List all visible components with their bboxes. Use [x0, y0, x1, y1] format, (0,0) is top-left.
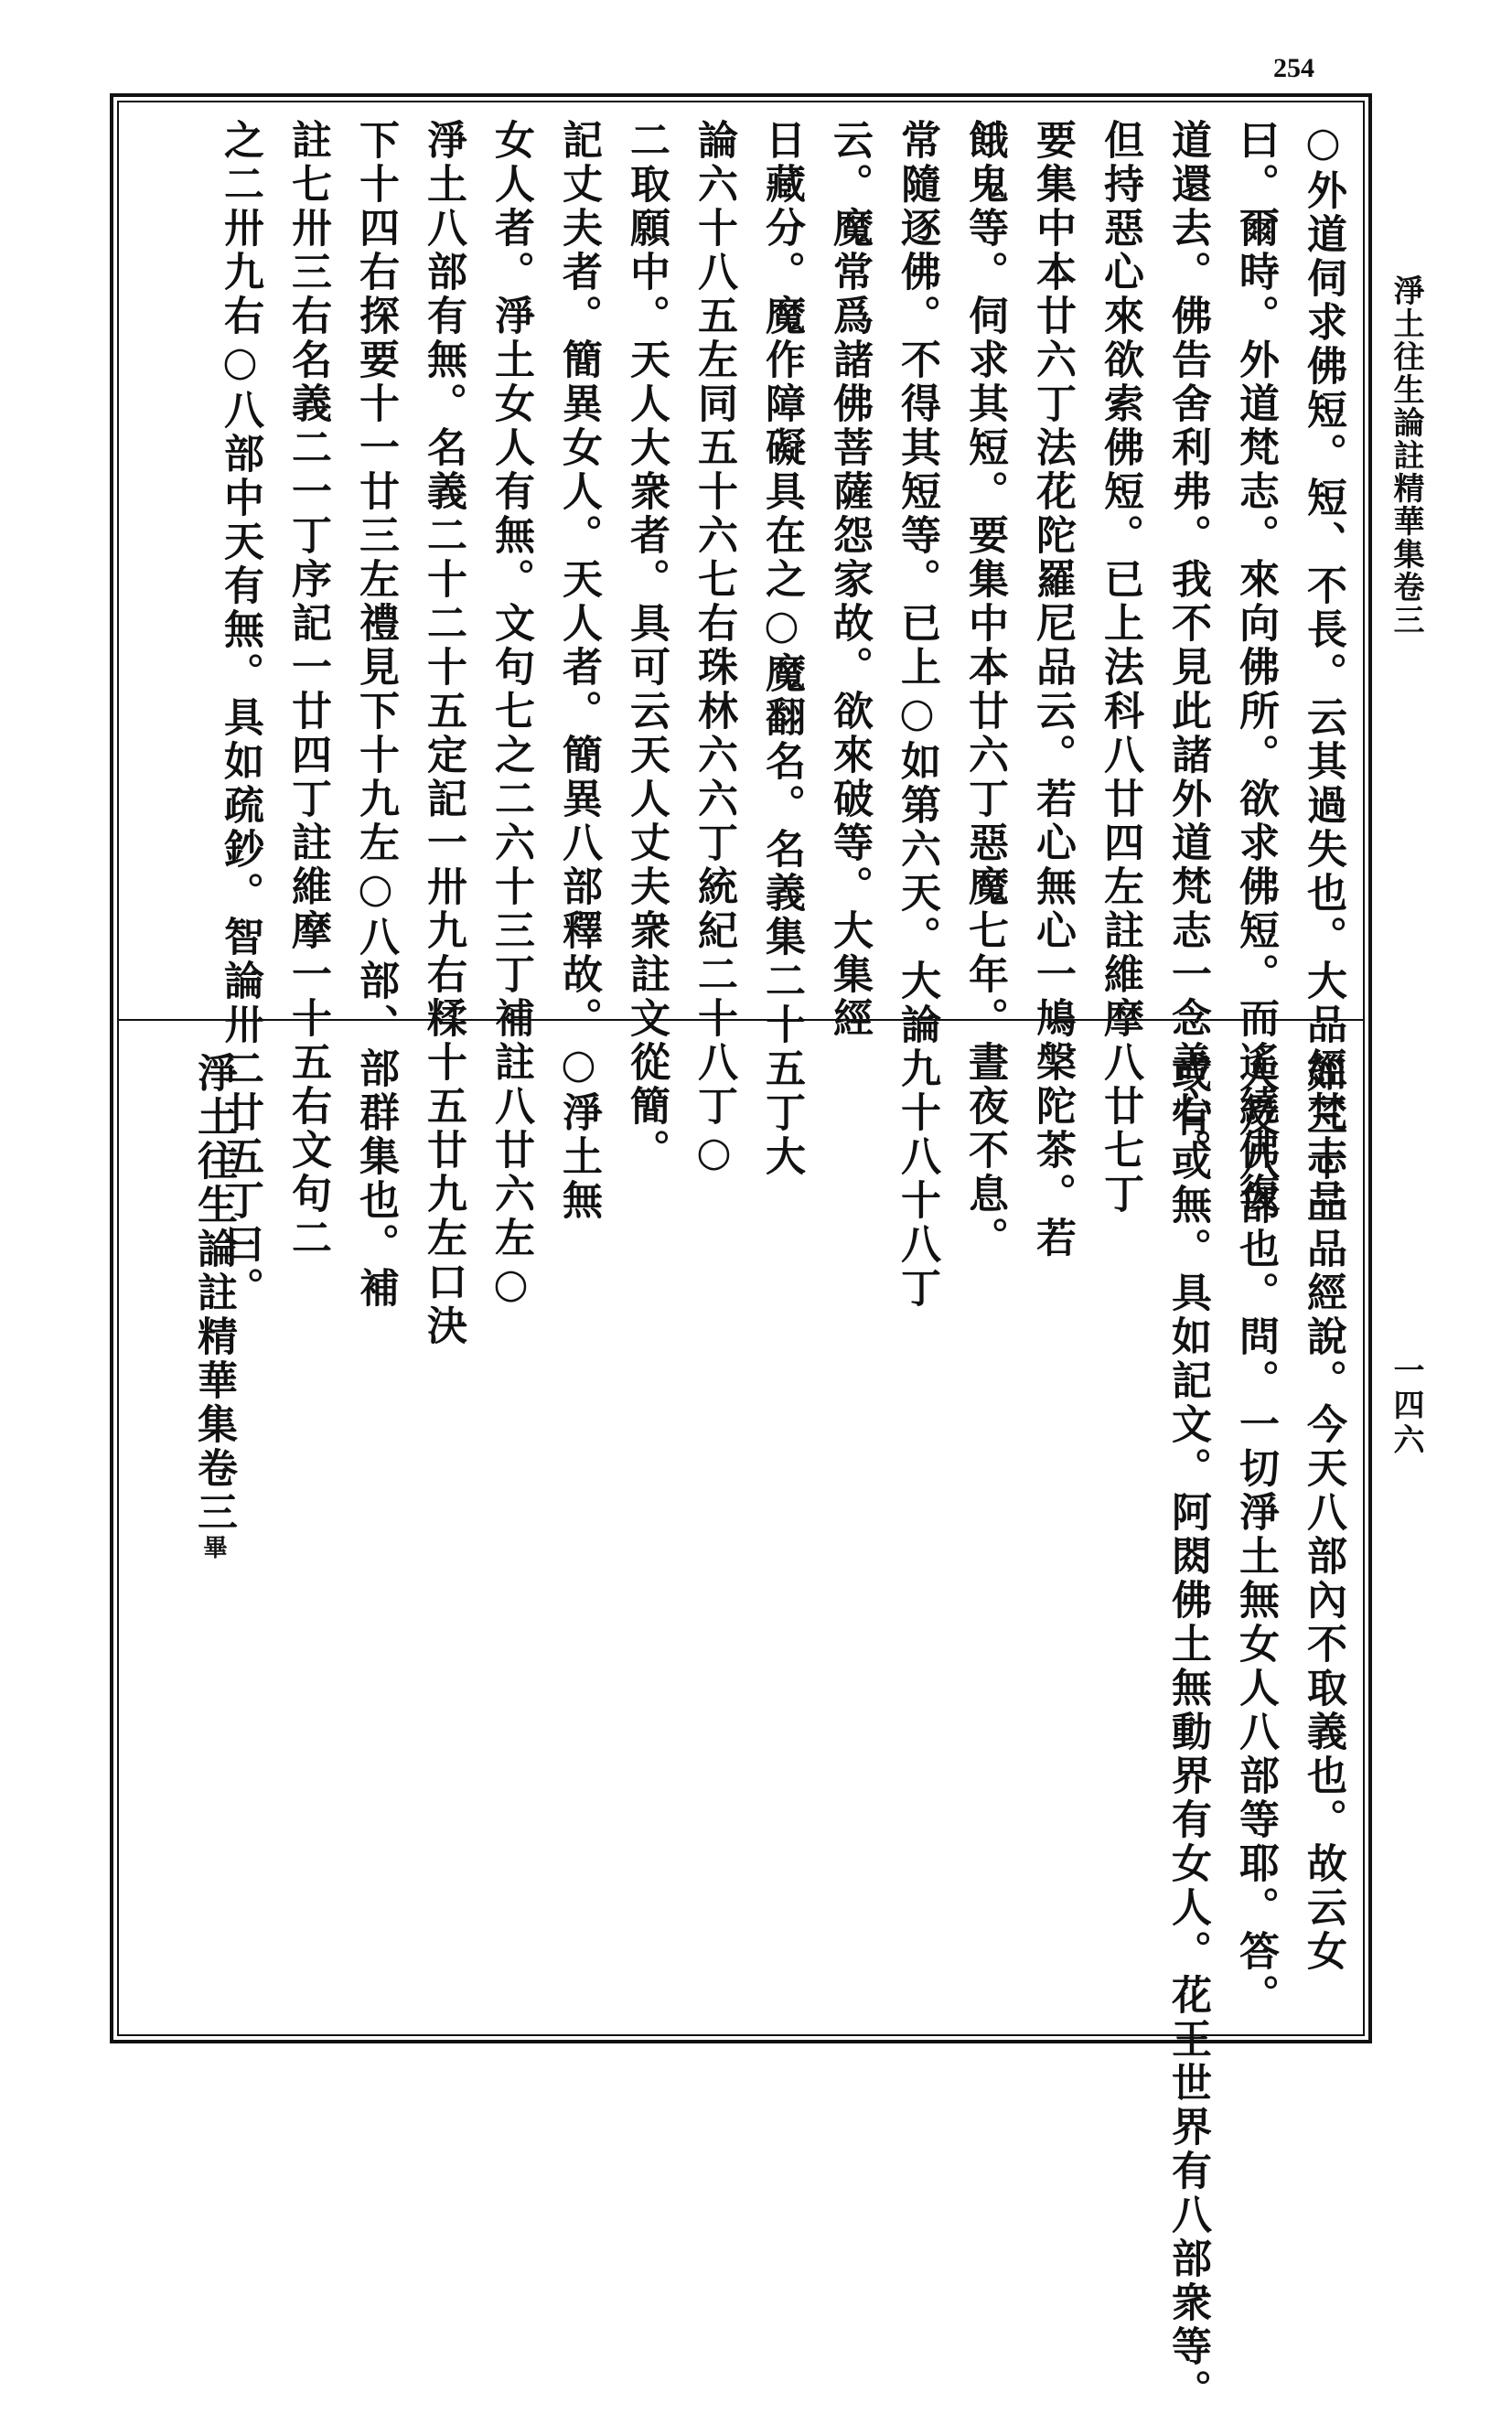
end-mark: 畢 [199, 1535, 227, 1562]
text-column: 要集中本廿六丁法花陀羅尼品云。若心無心一鳩槃陀茶。若 [1029, 119, 1076, 1260]
text-column: 云。魔常爲諸佛菩薩怨家故。欲來破等。大集經 [826, 119, 873, 1041]
text-column: 曰。爾時。外道梵志。來向佛所。欲求佛短。而遙繞佛復 [1232, 119, 1279, 1217]
text-column: 但持惡心來欲索佛短。已上法科八廿四左註維摩八廿七丁 [1097, 119, 1143, 1217]
lower-text-block [1064, 1052, 1357, 2413]
text-column: 下十四右探要十一廿三左禮見下十九左○八部、部群集也。補 [352, 119, 399, 1311]
text-column: 餓鬼等。伺求其短。要集中本廿六丁惡魔七年。晝夜不息。 [961, 119, 1008, 1260]
text-column: 之二卅九右○八部中天有無。具如疏鈔。智論卅二廿五丁曰。 [217, 119, 263, 1311]
closing-title-text: 淨土往生論註精華集卷三 [190, 1052, 237, 1535]
text-column: 女人者。淨土女人有無。文句七之二六十三丁補註八廿六左○ [488, 119, 534, 1311]
text-column: 二取願中。天人大衆者。具可云天人丈夫衆註文從簡。 [623, 119, 670, 1173]
text-column: 日藏分。魔作障礙具在之○魔翻名。名義集二十五丁大 [758, 119, 805, 1179]
text-column: 或有或無。具如記文。阿閦佛土無動界有女人。花王世界有八部衆等。 [1164, 1052, 1211, 2413]
text-column: 註七卅三右名義二一丁序記一廿四丁註維摩一十五右文句二 [284, 119, 331, 1260]
folio-number: 一四六 [1388, 1354, 1424, 1458]
text-column: ○外道伺求佛短。短、不長。云其過失也。大品經梵志品 [1300, 119, 1346, 1223]
text-column: 如三十三品經說。今天八部內不取義也。故云女 [1300, 1052, 1346, 1974]
text-column: 人及八部也。問。一切淨土無女人八部等耶。答。 [1232, 1052, 1279, 2018]
text-column: 論六十八五左同五十六七右珠林六六丁統紀二十八丁○ [691, 119, 737, 1179]
running-title: 淨土往生論註精華集卷三 [1388, 274, 1424, 637]
text-column: 記丈夫者。簡異女人。天人者。簡異八部釋故。○淨土無 [555, 119, 602, 1223]
page-number: 254 [1273, 53, 1314, 83]
text-column: 淨土八部有無。名義二十二十五定記一卅九右糅十五廿九左口決 [420, 119, 466, 1348]
text-column: 道還去。佛告舍利弗。我不見此諸外道梵志一念善心。 [1164, 119, 1211, 1173]
upper-text-block [217, 119, 1357, 1348]
text-column: 常隨逐佛。不得其短等。已上○如第六天。大論九十八十八丁 [894, 119, 940, 1311]
closing-title [174, 1052, 247, 2022]
